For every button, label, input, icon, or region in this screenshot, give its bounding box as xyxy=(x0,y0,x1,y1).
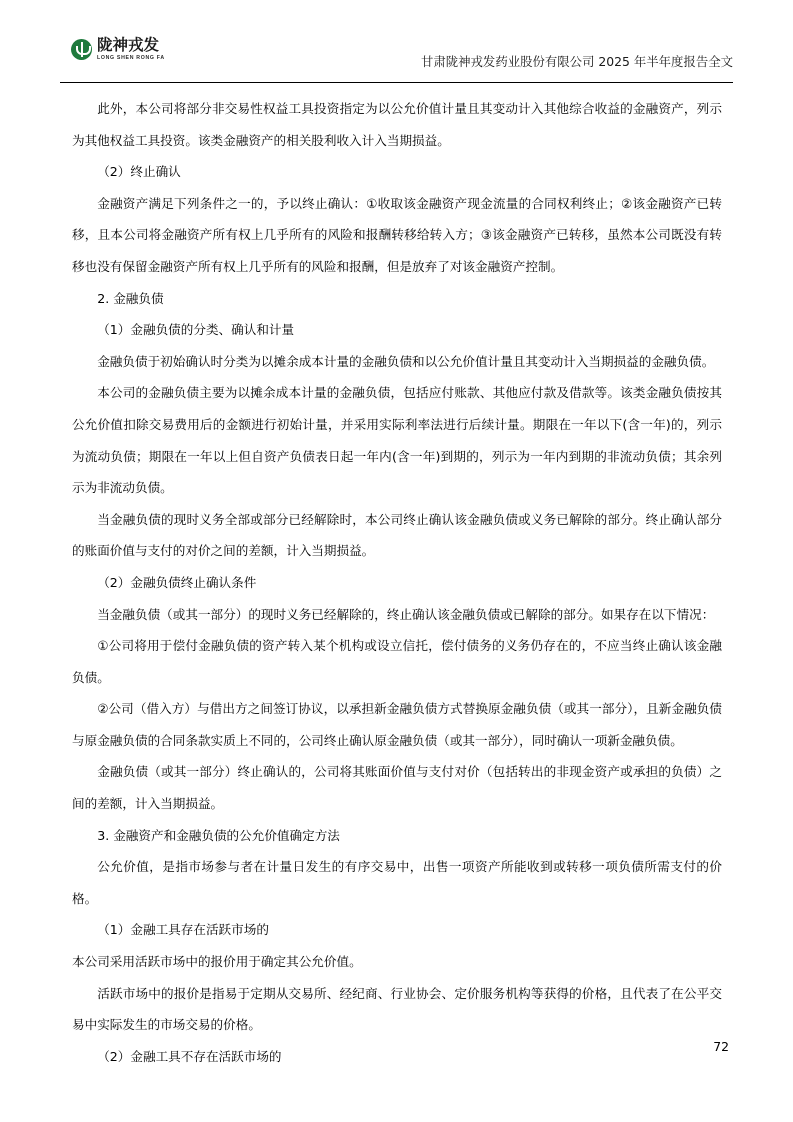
logo-name-en: LONG SHEN RONG FA xyxy=(97,54,165,61)
body-paragraph: 当金融负债（或其一部分）的现时义务已经解除的，终止确认该金融负债或已解除的部分。如果存在以下情况： xyxy=(97,606,715,622)
body-paragraph: ①公司将用于偿付金融负债的资产转入某个机构或设立信托，偿付债务的义务仍存在的，不应当终止确认该金融负债。 xyxy=(72,638,722,685)
body-paragraph: （1）金融工具存在活跃市场的 xyxy=(97,922,269,938)
body-paragraph: ②公司（借入方）与借出方之间签订协议，以承担新金融负债方式替换原金融负债（或其一部分），且新金融负债与原金融负债的合同条款实质上不同的，公司终止确认原金融负债（或其一部分），同时确认一项新金融负债。 xyxy=(72,701,722,748)
body-paragraph: 本公司的金融负债主要为以摊余成本计量的金融负债，包括应付账款、其他应付款及借款等。该类金融负债按其公允价值扣除交易费用后的金额进行初始计量，并采用实际利率法进行后续计量。期限在一年以下(含一年)的，列示为流动负债；期限在一年以上但自资产负债表日起一年内(含一年)到期的，列示为一年内到期的非流动负债；其余列示为非流动负债。 xyxy=(72,385,722,496)
page-header xyxy=(60,38,733,80)
body-paragraph: 活跃市场中的报价是指易于定期从交易所、经纪商、行业协会、定价服务机构等获得的价格，且代表了在公平交易中实际发生的市场交易的价格。 xyxy=(72,985,722,1033)
logo-name-cn: 陇神戎发 xyxy=(97,36,160,54)
company-logo xyxy=(71,38,165,61)
body-paragraph: 本公司采用活跃市场中的报价用于确定其公允价值。 xyxy=(72,954,362,970)
logo-text xyxy=(97,38,165,61)
body-paragraph: 当金融负债的现时义务全部或部分已经解除时，本公司终止确认该金融负债或义务已解除的部分。终止确认部分的账面价值与支付的对价之间的差额，计入当期损益。 xyxy=(72,511,722,559)
body-paragraph: 金融负债于初始确认时分类为以摊余成本计量的金融负债和以公允价值计量且其变动计入当期损益的金融负债。 xyxy=(97,353,715,369)
report-title: 甘肃陇神戎发药业股份有限公司 2025 年半年度报告全文 xyxy=(420,54,733,69)
body-paragraph: 金融资产满足下列条件之一的，予以终止确认：①收取该金融资产现金流量的合同权利终止；②该金融资产已转移，且本公司将金融资产所有权上几乎所有的风险和报酬转移给转入方；③该金融资产已转移，虽然本公司既没有转移也没有保留金融资产所有权上几乎所有的风险和报酬，但是放弃了对该金融资产控制。 xyxy=(72,195,722,274)
body-paragraph: 公允价值，是指市场参与者在计量日发生的有序交易中，出售一项资产所能收到或转移一项负债所需支付的价格。 xyxy=(72,859,722,906)
body-paragraph: 金融负债（或其一部分）终止确认的，公司将其账面价值与支付对价（包括转出的非现金资产或承担的负债）之间的差额，计入当期损益。 xyxy=(72,764,722,812)
body-paragraph: 3. 金融资产和金融负债的公允价值确定方法 xyxy=(97,827,340,843)
body-paragraph: 2. 金融负债 xyxy=(97,290,164,306)
page-number: 72 xyxy=(713,1039,729,1054)
body-paragraph: （1）金融负债的分类、确认和计量 xyxy=(97,322,295,338)
body-paragraph: 此外，本公司将部分非交易性权益工具投资指定为以公允价值计量且其变动计入其他综合收益的金融资产，列示为其他权益工具投资。该类金融资产的相关股利收入计入当期损益。 xyxy=(72,101,722,148)
header-divider xyxy=(60,82,733,83)
body-paragraph: （2）金融工具不存在活跃市场的 xyxy=(97,1048,282,1064)
body-paragraph: （2）金融负债终止确认条件 xyxy=(97,574,257,590)
document-body xyxy=(72,93,722,1072)
body-paragraph: （2）终止确认 xyxy=(97,164,181,180)
logo-emblem-icon xyxy=(71,39,92,60)
